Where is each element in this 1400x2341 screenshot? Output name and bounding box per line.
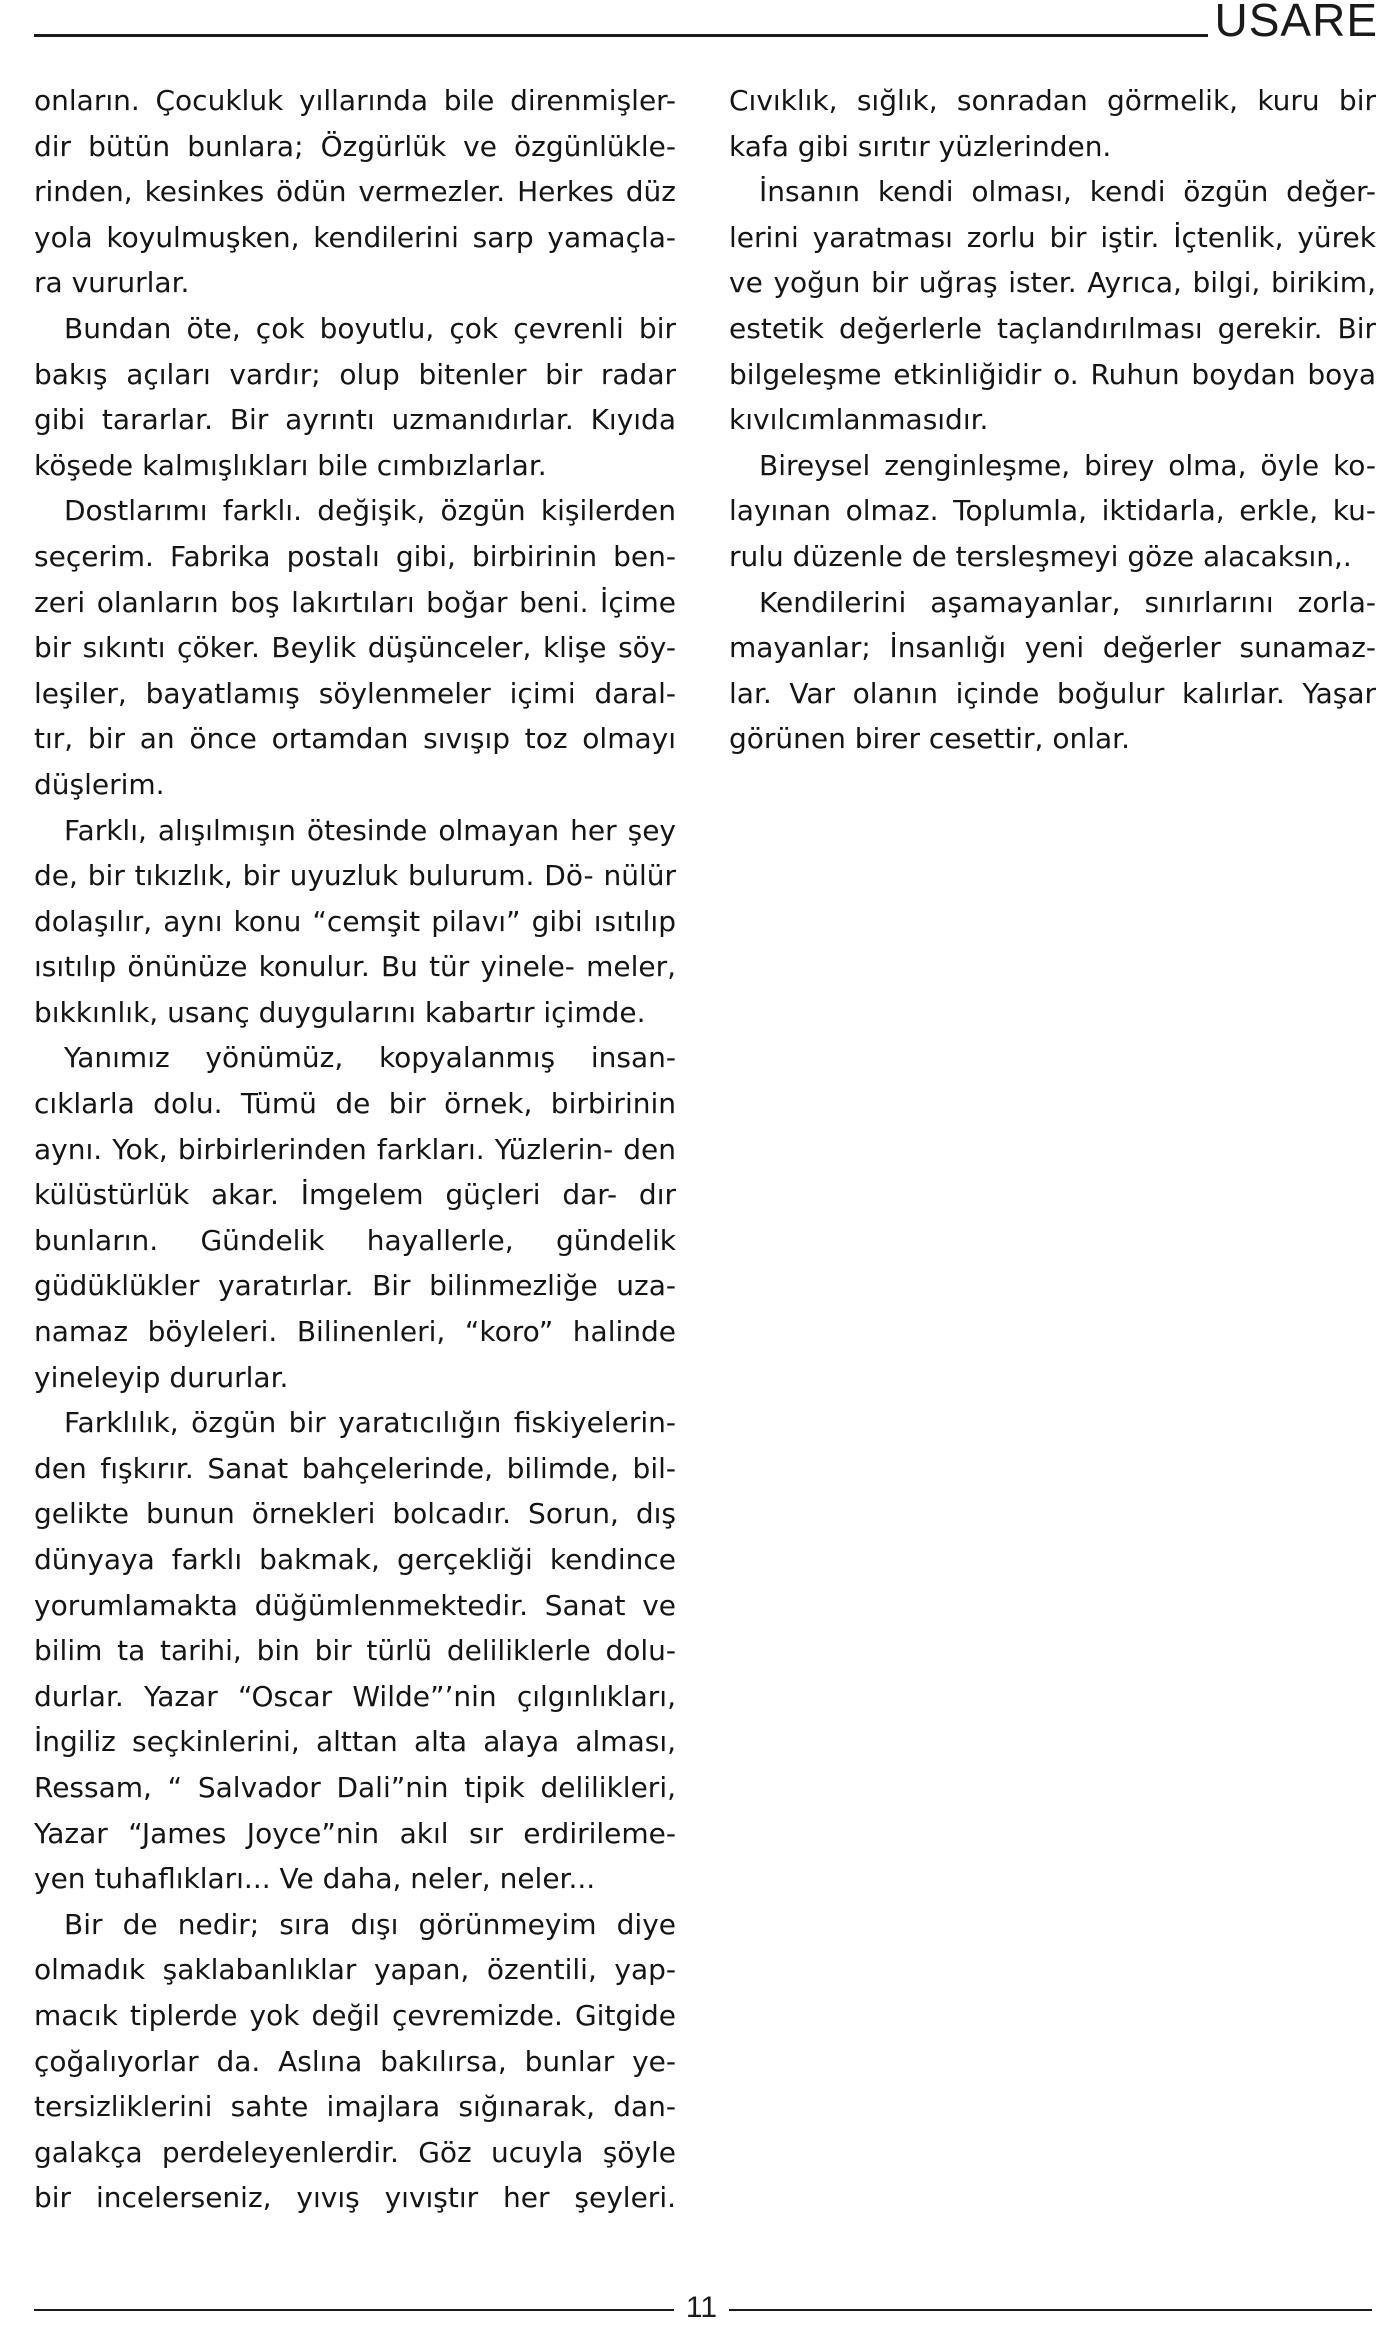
left-column (34, 78, 676, 2221)
paragraph: Kendilerini aşamayanlar, sınırlarını zorla- mayanlar; İnsanlığı yeni değerler sunamaz- lar. Var olanın içinde boğulur kalırlar. Yaşar görünen birer cesettir, onlar. (729, 585, 1376, 756)
page-number: 11 (685, 2291, 718, 2324)
footer-rule-left (34, 2309, 674, 2311)
paragraph: Farklı, alışılmışın ötesinde olmayan her şey de, bir tıkızlık, bir uyuzluk bulurum. Dö- nülür dolaşılır, aynı konu “cemşit pilavı” gibi ısıtılıp ısıtılıp önünüze konulur. Bu tür yinele- meler, bıkkınlık, usanç duygularını kabartır içimde. (34, 813, 676, 1029)
paragraph: Bireysel zenginleşme, birey olma, öyle ko- layınan olmaz. Toplumla, iktidarla, erkle, ku- rulu düzenle de tersleşmeyi göze alacaksın,. (729, 448, 1376, 573)
paragraph: Cıvıklık, sığlık, sonradan görmelik, kuru bir kafa gibi sırıtır yüzlerinden. (729, 84, 1376, 163)
header-rule (34, 34, 1208, 37)
paragraph: Farklılık, özgün bir yaratıcılığın fiskiyelerin- den fışkırır. Sanat bahçelerinde, bilimde, bil- gelikte bunun örnekleri bolcadır. Sorun, dış dünyaya farklı bakmak, gerçekliği kendince yorumlamakta düğümlenmektedir. Sanat ve bilim ta tarihi, bin bir türlü deliliklerle dolu- durlar. Yazar “Oscar Wilde”’nin çılgınlıkları, İngiliz seçkinlerini, alttan alta alaya alması, Ressam, “ Salvador Dali”nin tipik delilikleri, Yazar “James Joyce”nin akıl sır erdirileme- yen tuhaflıkları... Ve daha, neler, neler... (34, 1406, 676, 1896)
paragraph: Dostlarımı farklı. değişik, özgün kişilerden seçerim. Fabrika postalı gibi, birbirinin ben- zeri olanların boş lakırtıları boğar beni. İçime bir sıkıntı çöker. Beylik düşünceler, klişe söy- leşiler, bayatlamış söylenmeler içimi daral- tır, bir an önce ortamdan sıvışıp toz olmayı düşlerim. (34, 494, 676, 801)
paragraph: onların. Çocukluk yıllarında bile direnmişler- dir bütün bunlara; Özgürlük ve özgünlükle- rinden, kesinkes ödün vermezler. Herkes düz yola koyulmuşken, kendilerini sarp yamaçla- ra vururlar. (34, 84, 676, 300)
paragraph: İnsanın kendi olması, kendi özgün değer- lerini yaratması zorlu bir iştir. İçtenlik, yürek ve yoğun bir uğraş ister. Ayrıca, bilgi, birikim, estetik değerlerle taçlandırılması gerekir. Bir bilgeleşme etkinliğidir o. Ruhun boydan boya kıvılcımlanmasıdır. (729, 175, 1376, 437)
paragraph: Yanımız yönümüz, kopyalanmış insan- cıklarla dolu. Tümü de bir örnek, birbirinin aynı. Yok, birbirlerinden farkları. Yüzlerin- den külüstürlük akar. İmgelem güçleri dar- dır bunların. Gündelik hayallerle, gündelik güdüklükler yaratırlar. Bir bilinmezliğe uza- namaz böyleleri. Bilinenleri, “koro” halinde yineleyip dururlar. (34, 1041, 676, 1394)
right-column (729, 78, 1376, 762)
footer-rule-right (729, 2309, 1372, 2311)
paragraph: Bir de nedir; sıra dışı görünmeyim diye olmadık şaklabanlıklar yapan, özentili, yap- macık tiplerde yok değil çevremizde. Gitgide çoğalıyorlar da. Aslına bakılırsa, bunlar ye- tersizliklerini sahte imajlara sığınarak, dan- galakça perdeleyenlerdir. Göz ucuyla şöyle bir incelerseniz, yıvış yıvıştır her şeyleri. (34, 1907, 676, 2215)
paragraph: Bundan öte, çok boyutlu, çok çevrenli bir bakış açıları vardır; olup bitenler bir radar gibi tararlar. Bir ayrıntı uzmanıdırlar. Kıyıda köşede kalmışlıkları bile cımbızlarlar. (34, 311, 676, 482)
magazine-name: USARE (1214, 0, 1378, 46)
